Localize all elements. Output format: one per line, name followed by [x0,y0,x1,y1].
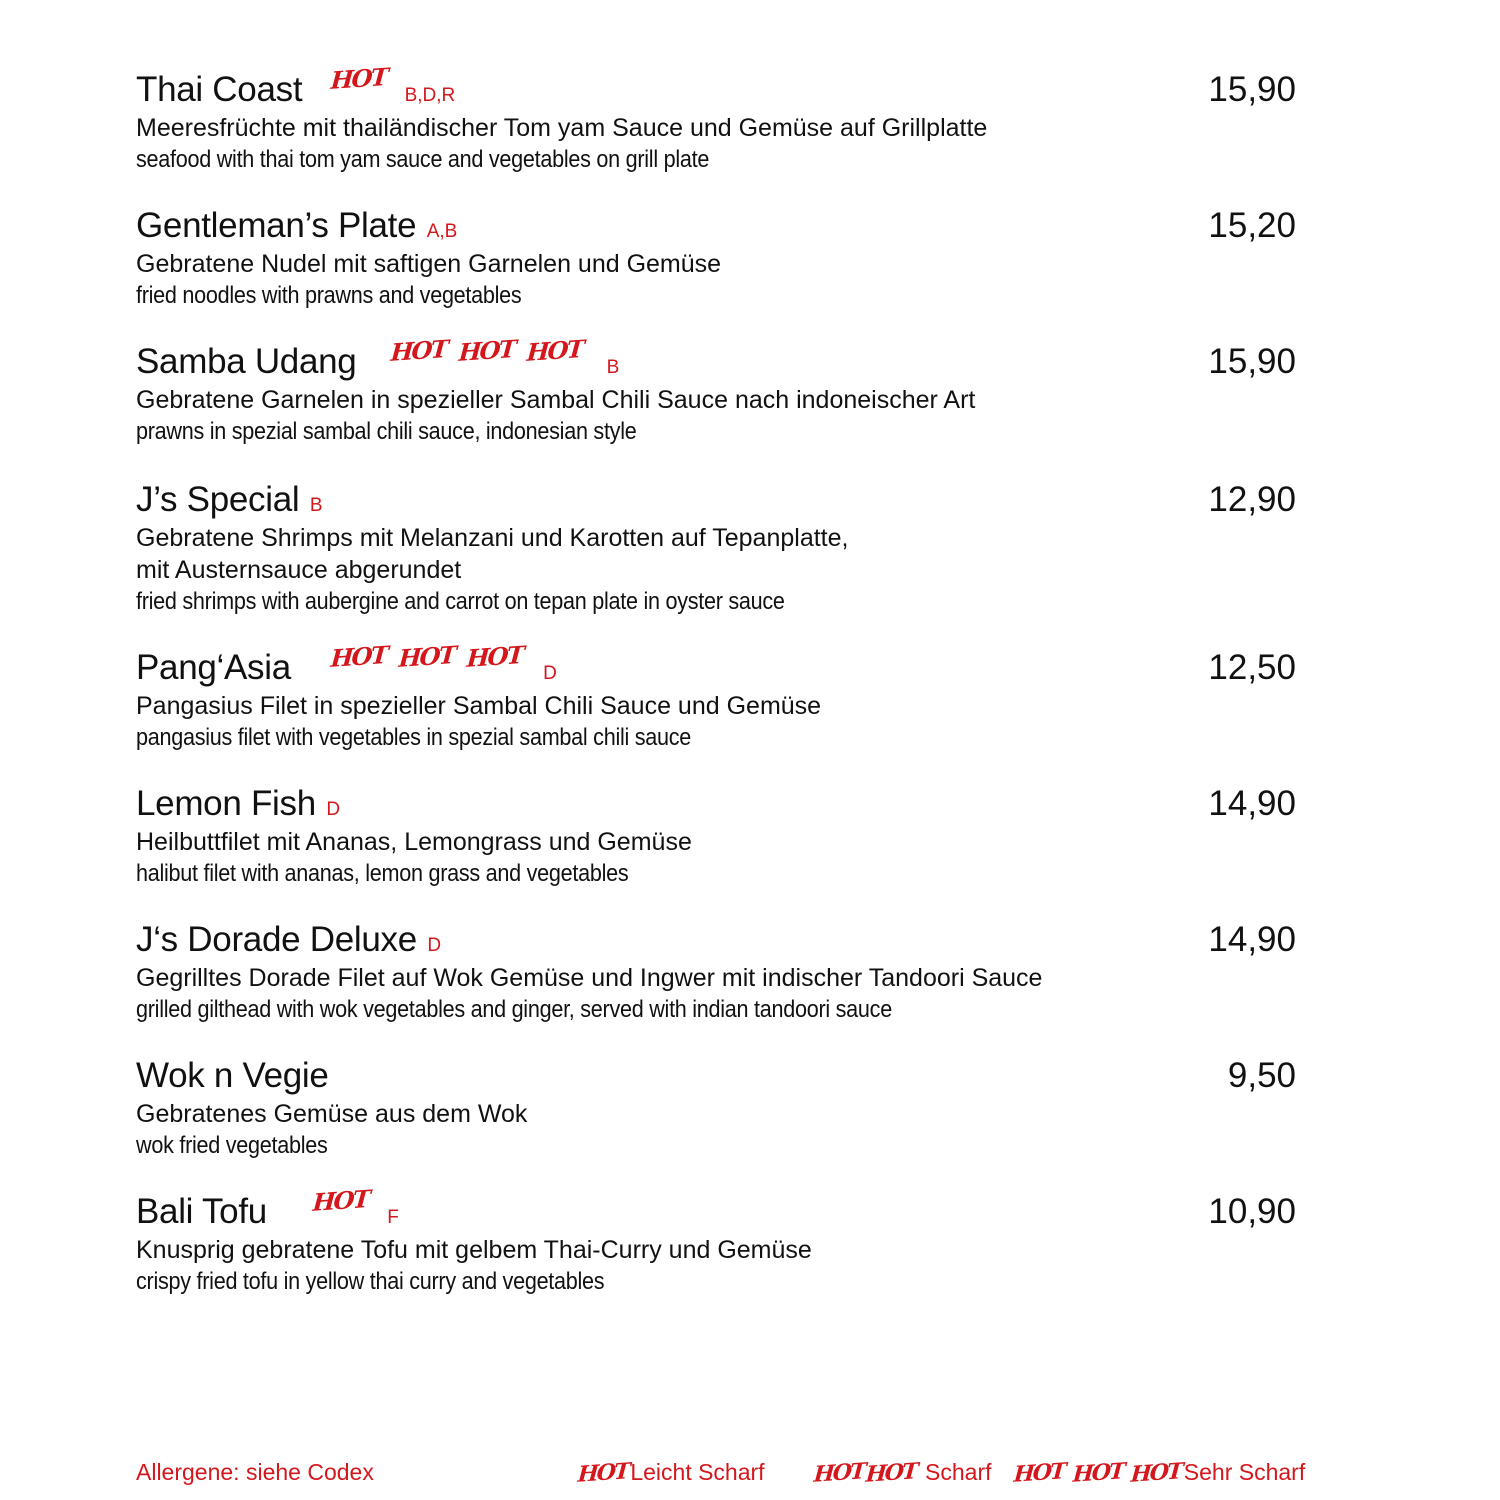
spice-indicator [331,64,394,93]
hot-icon: HOT [312,1184,371,1217]
dish-price: 9,50 [1227,1056,1296,1095]
dish-name: Gentleman’s Plate [136,206,417,245]
menu-item [136,206,1296,312]
dish-price: 14,90 [1208,920,1296,959]
description-english: crispy fried tofu in yellow thai curry and vegetables [136,1268,605,1295]
menu-item-header [136,920,1296,960]
spice-indicator [313,1186,376,1215]
menu-item-header [136,480,1296,520]
spice-legend-hot [1014,1456,1305,1489]
allergen-note: Allergene: siehe Codex [136,1459,374,1485]
allergen-codes: D [326,799,341,820]
hot-icon: HOT [1130,1458,1183,1488]
description-german: Heilbuttfilet mit Ananas, Lemongrass und Gemüse [136,828,692,856]
hot-icon: HOT [330,640,389,673]
hot-icon: HOT [329,62,388,95]
description-german: Gegrilltes Dorade Filet auf Wok Gemüse und Ingwer mit indischer Tandoori Sauce [136,964,1043,992]
dish-name: Lemon Fish [136,784,316,823]
menu-item-header [136,62,1296,110]
menu-item [136,784,1296,890]
description-english: seafood with thai tom yam sauce and vegetables on grill plate [136,146,710,173]
menu-item-header [136,640,1296,688]
hot-icon: HOT [576,1458,630,1488]
dish-price: 15,20 [1208,206,1296,245]
description-german: Pangasius Filet in spezieller Sambal Chili Sauce und Gemüse [136,692,822,720]
menu-item-header [136,1184,1296,1232]
description-german: Gebratene Nudel mit saftigen Garnelen und Gemüse [136,250,722,278]
legend-label: Sehr Scharf [1183,1459,1306,1485]
menu-item-header [136,334,1296,382]
allergen-codes: A,B [426,221,458,242]
menu-item [136,1056,1296,1162]
dish-name: Bali Tofu [136,1192,267,1231]
dish-name: J‘s Dorade Deluxe [136,920,417,959]
dish-name: Pang‘Asia [136,648,291,687]
hot-icon: HOT [812,1458,866,1488]
allergen-codes: D [427,935,442,956]
description-english: fried noodles with prawns and vegetables [136,282,522,309]
description-german: Gebratene Shrimps mit Melanzani und Karotten auf Tepanplatte, [136,524,849,552]
description-english: grilled gilthead with wok vegetables and ginger, served with indian tandoori sauce [136,996,892,1023]
dish-name: Thai Coast [136,70,303,109]
hot-icon: HOT [525,334,584,367]
legend-label: Scharf [925,1459,992,1485]
allergen-codes: D [543,663,557,684]
hot-icon: HOT [398,640,456,673]
description-german: Gebratene Garnelen in spezieller Sambal Chili Sauce nach indoneischer Art [136,386,976,414]
dish-price: 12,50 [1208,648,1296,687]
allergen-codes: F [387,1207,399,1228]
hot-icon: HOT [1012,1458,1066,1488]
hot-icon: HOT [465,640,524,673]
description-english: halibut filet with ananas, lemon grass and vegetables [136,860,629,887]
dish-name: Wok n Vegie [136,1056,329,1095]
description-german: Gebratenes Gemüse aus dem Wok [136,1100,528,1128]
description-english: pangasius filet with vegetables in spezial sambal chili sauce [136,724,692,751]
spice-indicator [391,336,590,365]
hot-icon: HOT [865,1458,918,1488]
spice-legend-mild [578,1456,765,1489]
description-english: wok fried vegetables [136,1132,328,1159]
spice-indicator [331,642,530,671]
description-english: prawns in spezial sambal chili sauce, indonesian style [136,418,637,445]
menu-item [136,1184,1296,1298]
description-english: fried shrimps with aubergine and carrot on tepan plate in oyster sauce [136,588,785,615]
allergen-codes: B [309,495,323,516]
menu-item [136,334,1296,448]
legend-label: Leicht Scharf [630,1459,765,1485]
hot-icon: HOT [1071,1458,1125,1488]
allergen-codes: B,D,R [404,85,456,106]
menu-item-header [136,206,1296,246]
hot-icon: HOT [389,334,448,367]
dish-price: 12,90 [1208,480,1296,519]
dish-price: 15,90 [1208,342,1296,381]
menu-item [136,480,1296,618]
description-german: Knusprig gebratene Tofu mit gelbem Thai-Curry und Gemüse [136,1236,812,1264]
dish-price: 14,90 [1208,784,1296,823]
allergen-codes: B [606,357,620,378]
dish-name: J’s Special [136,480,300,519]
dish-name: Samba Udang [136,342,357,381]
menu-item [136,640,1296,754]
description-german: Meeresfrüchte mit thailändischer Tom yam Sauce und Gemüse auf Grillplatte [136,114,988,142]
menu-item [136,62,1296,176]
dish-price: 15,90 [1208,70,1296,109]
spice-legend-medium [814,1456,992,1489]
description-german-continued: mit Austernsauce abgerundet [136,556,462,584]
menu-footer [0,1456,1500,1492]
hot-icon: HOT [457,334,516,367]
dish-price: 10,90 [1208,1192,1296,1231]
menu-item-header [136,784,1296,824]
menu-item [136,920,1296,1026]
menu-item-header [136,1056,1296,1096]
